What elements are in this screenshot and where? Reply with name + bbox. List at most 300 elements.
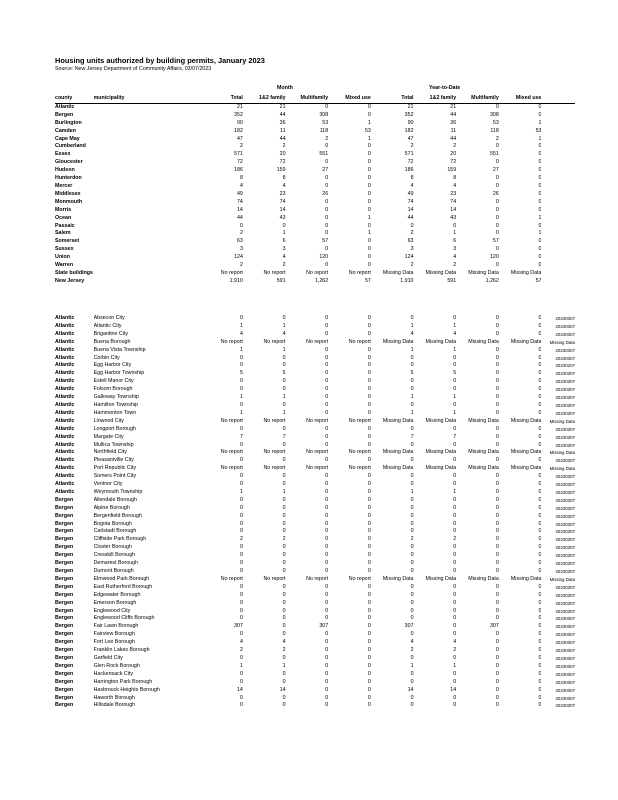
blank-cell <box>541 246 575 254</box>
county-cell: State buildings <box>55 269 93 276</box>
county-cell: Bergen <box>55 678 74 685</box>
ytd-total-cell: 0 <box>410 481 414 488</box>
mixed-cell: 0 <box>367 702 371 709</box>
municipality-row <box>55 489 575 497</box>
total-cell: 90 <box>236 119 243 126</box>
ytd-total-cell: 49 <box>407 190 414 197</box>
ytd-total-cell: 0 <box>410 568 414 574</box>
multifamily-cell: 26 <box>322 190 329 197</box>
total-cell: 0 <box>239 591 243 598</box>
municipality-row <box>55 679 575 687</box>
municipality-cell: Estell Manor City <box>93 378 134 385</box>
ytd-mixed-cell: 0 <box>538 254 542 261</box>
ytd-family12-cell: 1 <box>453 662 457 669</box>
ytd-multifamily-cell: 0 <box>495 615 499 622</box>
municipality-row <box>55 386 575 394</box>
ytd-mixed-cell: 0 <box>538 512 542 519</box>
report-date-cell: 20230307 <box>555 529 575 535</box>
municipality-cell: Closter Borough <box>93 544 132 551</box>
municipality-cell <box>94 230 201 238</box>
report-date-cell: 20230307 <box>555 474 575 480</box>
municipality-cell: Edgewater Borough <box>93 591 141 598</box>
ytd-family12-cell: 6 <box>453 238 457 245</box>
report-date-cell: 20230307 <box>555 442 575 448</box>
total-cell: 0 <box>239 504 243 511</box>
ytd-mixed-cell: 0 <box>538 190 542 197</box>
ytd-family12-cell: Missing Data <box>425 269 457 276</box>
county-cell: Atlantic <box>55 322 75 329</box>
county-row <box>55 230 575 238</box>
family12-cell: 4 <box>282 330 286 337</box>
family12-cell: 5 <box>282 370 286 377</box>
total-cell: 1,910 <box>229 277 243 284</box>
mixed-cell: No report <box>348 449 371 456</box>
county-cell: Bergen <box>55 654 74 661</box>
ytd-total-cell: 571 <box>404 151 414 158</box>
family12-cell: 0 <box>282 401 286 408</box>
total-cell: 2 <box>239 262 243 269</box>
municipality-row <box>55 355 575 363</box>
report-date-cell: 20230307 <box>555 663 575 669</box>
ytd-mixed-cell: 0 <box>538 686 542 693</box>
county-cell: Camden <box>55 127 76 134</box>
municipality-row <box>55 426 575 434</box>
ytd-mixed-cell: 0 <box>538 425 542 432</box>
municipality-row <box>55 402 575 410</box>
county-cell: Atlantic <box>55 315 75 321</box>
ytd-total-cell: 307 <box>404 623 414 630</box>
municipality-row <box>55 323 575 331</box>
multifamily-cell: No report <box>306 338 329 345</box>
ytd-family12-cell: 0 <box>453 401 457 408</box>
ytd-mixed-cell: 0 <box>538 583 542 590</box>
county-cell: Bergen <box>55 694 74 701</box>
family12-cell: 0 <box>282 520 286 527</box>
municipality-row <box>55 695 575 703</box>
multifamily-cell: No report <box>306 269 329 276</box>
family12-cell: 1 <box>282 488 286 495</box>
municipality-cell: Emerson Borough <box>93 599 137 606</box>
ytd-mixed-cell: 0 <box>538 238 542 245</box>
family12-cell: 0 <box>282 670 286 677</box>
ytd-family12-cell: 0 <box>453 654 457 661</box>
family12-cell: 1 <box>282 322 286 329</box>
municipality-cell: Northfield City <box>93 449 127 456</box>
municipality-cell: Ventnor City <box>93 481 123 488</box>
mixed-cell: 0 <box>367 354 371 361</box>
report-date-cell: 20230307 <box>555 648 575 654</box>
municipality-cell: Buena Borough <box>93 338 131 345</box>
ytd-total-cell: 74 <box>407 198 414 205</box>
municipality-cell: Hasbrouck Heights Borough <box>93 686 160 693</box>
ytd-family12-cell: 0 <box>453 425 457 432</box>
family12-cell: 0 <box>282 481 286 488</box>
total-cell: 2 <box>239 536 243 543</box>
ytd-multifamily-cell: 2 <box>495 135 499 142</box>
family12-cell: 72 <box>279 159 286 166</box>
county-cell: Hunterdon <box>55 175 82 182</box>
ytd-mixed-cell: 0 <box>538 560 542 567</box>
ytd-total-cell: 0 <box>410 354 414 361</box>
ytd-mixed-cell: Missing Data <box>510 269 542 276</box>
ytd-total-cell: 4 <box>410 330 414 337</box>
municipality-cell: Haworth Borough <box>93 694 135 701</box>
family12-cell: 0 <box>282 607 286 614</box>
mixed-cell: 0 <box>367 568 371 574</box>
mixed-cell: 0 <box>367 536 371 543</box>
ytd-total-cell: 72 <box>407 159 414 166</box>
county-cell: Bergen <box>55 552 74 559</box>
report-date-cell: Missing Data <box>549 576 575 582</box>
report-date-cell: 20230307 <box>555 371 575 377</box>
mixed-cell: 0 <box>367 615 371 622</box>
multifamily-cell: 0 <box>325 568 329 574</box>
family12-cell: 0 <box>282 354 286 361</box>
ytd-family12-cell: 36 <box>450 119 457 126</box>
municipality-cell <box>94 238 201 246</box>
ytd-total-cell: 2 <box>410 230 414 237</box>
ytd-family12-cell: 0 <box>453 441 457 448</box>
ytd-multifamily-cell: Missing Data <box>468 449 499 456</box>
mixed-cell: 0 <box>367 198 371 205</box>
ytd-multifamily-cell: 0 <box>495 560 499 567</box>
mixed-cell: 0 <box>367 654 371 661</box>
ytd-multifamily-cell: Missing Data <box>468 575 499 582</box>
total-cell: 0 <box>239 631 243 638</box>
ytd-total-cell: 1,910 <box>400 277 414 284</box>
county-row <box>55 191 575 199</box>
municipality-cell: Cresskill Borough <box>93 552 136 559</box>
mixed-cell: 0 <box>367 560 371 567</box>
family12-cell: 44 <box>279 135 286 142</box>
ytd-mixed-cell: 0 <box>538 647 542 654</box>
ytd-family12-cell: 2 <box>453 647 457 654</box>
municipality-cell <box>94 136 201 144</box>
total-cell: 1 <box>239 322 243 329</box>
mixed-cell: 0 <box>367 544 371 551</box>
family12-cell: No report <box>263 269 286 276</box>
ytd-total-cell: 0 <box>410 378 414 385</box>
municipality-cell <box>94 128 201 136</box>
county-cell: Atlantic <box>55 417 75 424</box>
ytd-multifamily-cell: Missing Data <box>468 269 499 276</box>
blank-cell <box>541 278 575 286</box>
family12-cell: 8 <box>282 175 286 182</box>
ytd-mixed-cell: 0 <box>538 401 542 408</box>
family12-cell: 23 <box>279 190 286 197</box>
municipality-cell: Demarest Borough <box>93 560 139 567</box>
ytd-family12-cell: 21 <box>450 103 457 110</box>
municipality-cell: Dumont Borough <box>93 568 134 574</box>
mixed-cell: 0 <box>367 378 371 385</box>
multifamily-cell: 0 <box>325 230 329 237</box>
blank-cell <box>541 199 575 207</box>
total-cell: 0 <box>239 473 243 480</box>
report-date-cell: 20230307 <box>555 497 575 503</box>
ytd-mixed-cell: 0 <box>538 222 542 229</box>
ytd-family12-cell: Missing Data <box>425 449 457 456</box>
county-cell: Bergen <box>55 670 74 677</box>
mixed-cell: 0 <box>367 111 371 118</box>
ytd-family12-cell: 43 <box>450 214 457 221</box>
report-date-cell: 20230307 <box>555 608 575 614</box>
ytd-family12-cell: 44 <box>450 135 457 142</box>
county-cell: Atlantic <box>55 103 75 110</box>
report-date-cell: Missing Data <box>549 339 575 345</box>
ytd-total-cell: 2 <box>410 262 414 269</box>
municipality-rows <box>55 315 575 710</box>
municipality-cell: Carlstadt Borough <box>93 528 137 535</box>
county-cell: Bergen <box>55 623 74 630</box>
total-cell: 63 <box>236 238 243 245</box>
blank-cell <box>541 191 575 199</box>
blank-cell <box>541 167 575 175</box>
ytd-total-cell: 0 <box>410 512 414 519</box>
mixed-cell: 0 <box>367 686 371 693</box>
county-cell: Atlantic <box>55 330 75 337</box>
ytd-total-cell: 63 <box>407 238 414 245</box>
multifamily-cell: No report <box>306 449 329 456</box>
ytd-family12-cell: 14 <box>450 686 457 693</box>
ytd-family12-cell: 44 <box>450 111 457 118</box>
multifamily-cell: 0 <box>325 686 329 693</box>
county-cell: Bergen <box>55 536 74 543</box>
municipality-table <box>55 315 575 710</box>
ytd-family12-cell: 0 <box>453 481 457 488</box>
ytd-total-cell: 1 <box>410 488 414 495</box>
total-cell: 182 <box>234 127 243 134</box>
multifamily-cell: 0 <box>325 262 329 269</box>
municipality-cell: Hammonton Town <box>93 409 137 416</box>
county-cell: Bergen <box>55 111 74 118</box>
county-cell: Atlantic <box>55 338 75 345</box>
total-cell: No report <box>220 269 243 276</box>
county-cell: Atlantic <box>55 378 75 385</box>
ytd-family12-cell: 72 <box>450 159 457 166</box>
family12-cell: No report <box>263 449 286 456</box>
municipality-row <box>55 362 575 370</box>
ytd-total-cell: 1 <box>410 322 414 329</box>
county-cell: Atlantic <box>55 394 75 401</box>
family12-cell: 1 <box>282 394 286 401</box>
mixed-cell: 0 <box>367 151 371 158</box>
total-cell: 0 <box>239 528 243 535</box>
county-cell: Bergen <box>55 662 74 669</box>
ytd-multifamily-cell: 0 <box>495 678 499 685</box>
ytd-family12-cell: 5 <box>453 370 457 377</box>
multifamily-cell: 0 <box>325 441 329 448</box>
mixed-cell: 1 <box>367 230 371 237</box>
mixed-cell: 0 <box>367 631 371 638</box>
ytd-total-cell: 0 <box>410 702 414 709</box>
ytd-total-cell: 44 <box>407 214 414 221</box>
blank-cell <box>541 143 575 151</box>
ytd-mixed-cell: 0 <box>538 599 542 606</box>
municipality-cell <box>94 215 201 223</box>
mixed-cell: 0 <box>367 315 371 321</box>
mixed-cell: 0 <box>367 441 371 448</box>
ytd-total-cell: 1 <box>410 662 414 669</box>
total-cell: 0 <box>239 222 243 229</box>
municipality-cell: Cliffside Park Borough <box>93 536 147 543</box>
ytd-family12-cell: 0 <box>453 607 457 614</box>
ytd-multifamily-cell: 0 <box>495 378 499 385</box>
ytd-mixed-cell: 1 <box>538 214 542 221</box>
multifamily-cell: 0 <box>325 386 329 393</box>
report-date-cell: 20230307 <box>555 569 575 574</box>
ytd-mixed-cell: 0 <box>538 206 542 213</box>
multifamily-cell: 0 <box>325 214 329 221</box>
municipality-row <box>55 418 575 426</box>
mixed-cell: 57 <box>364 277 371 284</box>
county-row <box>55 103 575 111</box>
ytd-total-cell: 3 <box>410 246 414 253</box>
family12-cell: 44 <box>279 111 286 118</box>
multifamily-cell: 0 <box>325 346 329 353</box>
mixed-cell: 0 <box>367 103 371 110</box>
mixed-cell: 0 <box>367 457 371 464</box>
family12-cell: 2 <box>282 143 286 150</box>
multifamily-cell: 0 <box>325 103 329 110</box>
mixed-cell: 0 <box>367 143 371 150</box>
report-source: Source: New Jersey Department of Community Affairs, 03/07/2023 <box>55 66 212 72</box>
mixed-cell: 0 <box>367 670 371 677</box>
ytd-multifamily-cell: 27 <box>492 167 499 174</box>
total-cell: 8 <box>239 175 243 182</box>
ytd-total-cell: 0 <box>410 473 414 480</box>
municipality-cell: Absecon City <box>93 315 125 321</box>
municipality-cell <box>94 143 201 151</box>
county-row <box>55 175 575 183</box>
mixed-cell: 0 <box>367 394 371 401</box>
multifamily-cell: 118 <box>319 127 329 134</box>
multifamily-cell: 0 <box>325 504 329 511</box>
municipality-cell: Atlantic City <box>93 322 122 329</box>
ytd-mixed-cell: Missing Data <box>510 449 542 456</box>
report-date-cell: 20230307 <box>555 402 575 408</box>
ytd-multifamily-cell: 0 <box>495 473 499 480</box>
municipality-row <box>55 457 575 465</box>
blank-cell <box>541 112 575 120</box>
county-cell: Atlantic <box>55 354 75 361</box>
multifamily-cell: 0 <box>325 552 329 559</box>
family12-cell: 14 <box>279 206 286 213</box>
county-cell: Union <box>55 254 71 261</box>
mixed-cell: 0 <box>367 481 371 488</box>
ytd-total-cell: 352 <box>404 111 414 118</box>
ytd-multifamily-cell: 0 <box>495 552 499 559</box>
mixed-cell: 0 <box>367 678 371 685</box>
family12-cell: 3 <box>282 246 286 253</box>
col-family12: 1&2 family <box>243 95 286 103</box>
municipality-cell: Longport Borough <box>93 425 137 432</box>
ytd-mixed-cell: 0 <box>538 544 542 551</box>
ytd-multifamily-cell: 0 <box>495 591 499 598</box>
col-ytd-family12: 1&2 family <box>414 95 457 103</box>
multifamily-cell: 0 <box>325 488 329 495</box>
family12-cell: 159 <box>276 167 286 174</box>
ytd-mixed-cell: 0 <box>538 441 542 448</box>
family12-cell: 0 <box>282 623 286 630</box>
ytd-mixed-cell: 0 <box>538 182 542 189</box>
total-cell: 0 <box>239 315 243 321</box>
county-cell: Bergen <box>55 639 74 646</box>
total-cell: 0 <box>239 362 243 369</box>
municipality-cell: Corbin City <box>93 354 120 361</box>
ytd-family12-cell: 1 <box>453 346 457 353</box>
report-date-cell: 20230307 <box>555 426 575 432</box>
multifamily-cell: 0 <box>325 583 329 590</box>
multifamily-cell: 0 <box>325 222 329 229</box>
ytd-multifamily-cell: 0 <box>495 246 499 253</box>
municipality-row <box>55 631 575 639</box>
county-row <box>55 112 575 120</box>
mixed-cell: 0 <box>367 409 371 416</box>
blank-cell <box>541 183 575 191</box>
total-cell: 3 <box>239 246 243 253</box>
blank-cell <box>541 254 575 262</box>
municipality-row <box>55 560 575 568</box>
mixed-cell: 0 <box>367 238 371 245</box>
multifamily-cell: 0 <box>325 182 329 189</box>
total-cell: 124 <box>234 254 243 261</box>
blank-cell <box>541 215 575 223</box>
ytd-multifamily-cell: 0 <box>495 631 499 638</box>
ytd-total-cell: 1 <box>410 346 414 353</box>
ytd-family12-cell: 0 <box>453 591 457 598</box>
ytd-multifamily-cell: 120 <box>489 254 499 261</box>
municipality-row <box>55 505 575 513</box>
ytd-mixed-cell: 0 <box>538 370 542 377</box>
multifamily-cell: 0 <box>325 401 329 408</box>
family12-cell: 6 <box>282 238 286 245</box>
ytd-multifamily-cell: 53 <box>492 119 499 126</box>
ytd-mixed-cell: 0 <box>538 694 542 701</box>
ytd-total-cell: 0 <box>410 583 414 590</box>
report-date-cell: 20230307 <box>555 379 575 385</box>
municipality-row <box>55 663 575 671</box>
family12-cell: 21 <box>279 103 286 110</box>
ytd-multifamily-cell: 0 <box>495 457 499 464</box>
report-date-cell: 20230307 <box>555 545 575 551</box>
municipality-cell <box>94 246 201 254</box>
ytd-total-cell: 0 <box>410 670 414 677</box>
ytd-family12-cell: 11 <box>450 127 457 134</box>
county-cell: Bergen <box>55 631 74 638</box>
county-cell: Cumberland <box>55 143 86 150</box>
ytd-total-cell: 0 <box>410 528 414 535</box>
ytd-family12-cell: Missing Data <box>425 465 457 472</box>
ytd-multifamily-cell: 0 <box>495 481 499 488</box>
multifamily-cell: No report <box>306 417 329 424</box>
ytd-total-cell: 2 <box>410 143 414 150</box>
ytd-family12-cell: 0 <box>453 678 457 685</box>
total-cell: 0 <box>239 670 243 677</box>
report-date-cell: Missing Data <box>549 418 575 424</box>
county-cell: Middlesex <box>55 190 81 197</box>
total-cell: No report <box>220 575 243 582</box>
ytd-mixed-cell: 0 <box>538 143 542 150</box>
municipality-cell <box>94 254 201 262</box>
total-cell: 0 <box>239 607 243 614</box>
report-date-cell: 20230307 <box>555 640 575 646</box>
total-cell: 0 <box>239 512 243 519</box>
county-row <box>55 128 575 136</box>
municipality-row <box>55 544 575 552</box>
family12-cell: 0 <box>282 678 286 685</box>
ytd-total-cell: 0 <box>410 315 414 321</box>
total-cell: 0 <box>239 457 243 464</box>
